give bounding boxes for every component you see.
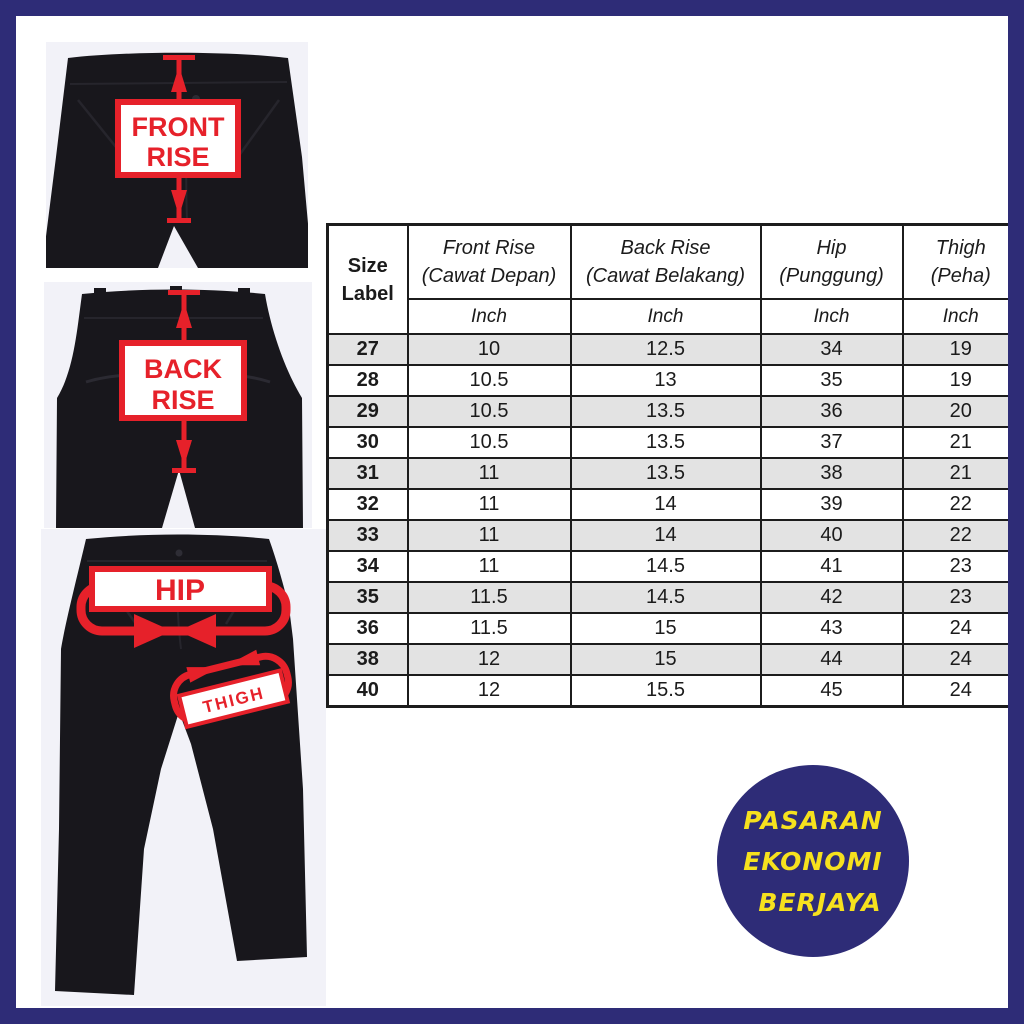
cell-front-rise: 10.5 bbox=[408, 365, 571, 396]
unit-front-rise: Inch bbox=[408, 299, 571, 334]
belt-loop bbox=[238, 288, 250, 300]
badge-line3: BERJAYA bbox=[758, 887, 882, 917]
badge-line1: PASARAN bbox=[743, 805, 883, 835]
cell-thigh: 24 bbox=[903, 644, 1020, 675]
cell-thigh: 21 bbox=[903, 427, 1020, 458]
cell-hip: 35 bbox=[761, 365, 903, 396]
table-row bbox=[328, 427, 1020, 458]
cell-back-rise: 14 bbox=[571, 489, 761, 520]
cell-hip: 34 bbox=[761, 334, 903, 365]
cell-front-rise: 10 bbox=[408, 334, 571, 365]
size-chart-table bbox=[326, 223, 1021, 708]
waist-button bbox=[176, 550, 183, 557]
table-row bbox=[328, 396, 1020, 427]
cell-thigh: 24 bbox=[903, 675, 1020, 707]
cell-hip: 41 bbox=[761, 551, 903, 582]
thigh-label: THIGH bbox=[200, 683, 267, 717]
back-rise-photo bbox=[44, 282, 312, 528]
cell-back-rise: 14.5 bbox=[571, 551, 761, 582]
cell-front-rise: 11 bbox=[408, 520, 571, 551]
header-size-line2: Label bbox=[341, 282, 394, 305]
header-back-rise-main: Back Rise bbox=[620, 237, 711, 259]
cell-thigh: 20 bbox=[903, 396, 1020, 427]
cell-thigh: 23 bbox=[903, 551, 1020, 582]
header-hip-main: Hip bbox=[816, 237, 847, 259]
cell-thigh: 19 bbox=[903, 365, 1020, 396]
cell-size-label: 34 bbox=[328, 551, 408, 582]
front-pants-illustration bbox=[46, 42, 308, 268]
back-pants-illustration bbox=[44, 282, 312, 528]
size-table-body bbox=[328, 334, 1020, 707]
cell-hip: 44 bbox=[761, 644, 903, 675]
cell-back-rise: 13.5 bbox=[571, 458, 761, 489]
table-row bbox=[328, 644, 1020, 675]
unit-thigh: Inch bbox=[903, 299, 1020, 334]
cell-size-label: 31 bbox=[328, 458, 408, 489]
cell-front-rise: 12 bbox=[408, 675, 571, 707]
cell-back-rise: 14.5 bbox=[571, 582, 761, 613]
table-row bbox=[328, 675, 1020, 707]
cell-back-rise: 13.5 bbox=[571, 427, 761, 458]
cell-size-label: 40 bbox=[328, 675, 408, 707]
cell-thigh: 23 bbox=[903, 582, 1020, 613]
unit-hip: Inch bbox=[761, 299, 903, 334]
header-thigh-sub: (Peha) bbox=[930, 265, 991, 287]
cell-front-rise: 10.5 bbox=[408, 427, 571, 458]
cell-thigh: 22 bbox=[903, 489, 1020, 520]
back-rise-label-line1: BACK bbox=[144, 354, 222, 384]
header-hip-sub: (Punggung) bbox=[779, 265, 884, 287]
cell-hip: 38 bbox=[761, 458, 903, 489]
cell-thigh: 21 bbox=[903, 458, 1020, 489]
header-front-rise-sub: (Cawat Depan) bbox=[421, 265, 557, 287]
cell-size-label: 29 bbox=[328, 396, 408, 427]
header-size-line1: Size bbox=[347, 254, 388, 277]
table-row bbox=[328, 520, 1020, 551]
cell-front-rise: 11 bbox=[408, 458, 571, 489]
header-thigh bbox=[903, 225, 1020, 300]
table-row bbox=[328, 334, 1020, 365]
cell-size-label: 35 bbox=[328, 582, 408, 613]
header-front-rise-main: Front Rise bbox=[442, 237, 536, 259]
belt-loop bbox=[94, 288, 106, 300]
cell-hip: 37 bbox=[761, 427, 903, 458]
cell-thigh: 24 bbox=[903, 613, 1020, 644]
cell-front-rise: 11.5 bbox=[408, 613, 571, 644]
cell-back-rise: 13.5 bbox=[571, 396, 761, 427]
cell-front-rise: 11 bbox=[408, 551, 571, 582]
table-row bbox=[328, 458, 1020, 489]
cell-hip: 36 bbox=[761, 396, 903, 427]
front-rise-label-line1: FRONT bbox=[131, 112, 225, 142]
full-pants-illustration bbox=[41, 529, 326, 1006]
table-row bbox=[328, 489, 1020, 520]
hip-label: HIP bbox=[154, 574, 206, 607]
cell-front-rise: 11.5 bbox=[408, 582, 571, 613]
cell-hip: 40 bbox=[761, 520, 903, 551]
cell-size-label: 27 bbox=[328, 334, 408, 365]
cell-thigh: 22 bbox=[903, 520, 1020, 551]
cell-front-rise: 12 bbox=[408, 644, 571, 675]
back-rise-label bbox=[122, 343, 244, 418]
back-rise-label-line2: RISE bbox=[151, 385, 215, 415]
cell-back-rise: 15 bbox=[571, 613, 761, 644]
cell-hip: 45 bbox=[761, 675, 903, 707]
front-rise-label bbox=[118, 102, 238, 175]
cell-size-label: 30 bbox=[328, 427, 408, 458]
cell-size-label: 33 bbox=[328, 520, 408, 551]
header-back-rise-sub: (Cawat Belakang) bbox=[586, 265, 745, 287]
hip-thigh-photo bbox=[41, 529, 326, 1006]
badge-line2: EKONOMI bbox=[743, 846, 883, 876]
table-row bbox=[328, 613, 1020, 644]
table-row bbox=[328, 582, 1020, 613]
front-rise-label-line2: RISE bbox=[146, 142, 210, 172]
unit-back-rise: Inch bbox=[571, 299, 761, 334]
header-hip bbox=[761, 225, 903, 300]
table-row bbox=[328, 365, 1020, 396]
cell-back-rise: 12.5 bbox=[571, 334, 761, 365]
cell-size-label: 36 bbox=[328, 613, 408, 644]
cell-hip: 39 bbox=[761, 489, 903, 520]
size-table-header bbox=[328, 225, 1020, 335]
cell-size-label: 32 bbox=[328, 489, 408, 520]
cell-hip: 43 bbox=[761, 613, 903, 644]
cell-back-rise: 14 bbox=[571, 520, 761, 551]
header-front-rise bbox=[408, 225, 571, 300]
header-size-label bbox=[328, 225, 408, 335]
table-row bbox=[328, 551, 1020, 582]
cell-back-rise: 15 bbox=[571, 644, 761, 675]
cell-thigh: 19 bbox=[903, 334, 1020, 365]
header-back-rise bbox=[571, 225, 761, 300]
size-table-container bbox=[326, 223, 1018, 708]
cell-front-rise: 11 bbox=[408, 489, 571, 520]
header-thigh-main: Thigh bbox=[935, 237, 986, 259]
cell-back-rise: 13 bbox=[571, 365, 761, 396]
cell-back-rise: 15.5 bbox=[571, 675, 761, 707]
cell-size-label: 28 bbox=[328, 365, 408, 396]
front-rise-photo bbox=[46, 42, 308, 268]
brand-badge bbox=[717, 765, 909, 957]
cell-size-label: 38 bbox=[328, 644, 408, 675]
cell-hip: 42 bbox=[761, 582, 903, 613]
cell-front-rise: 10.5 bbox=[408, 396, 571, 427]
